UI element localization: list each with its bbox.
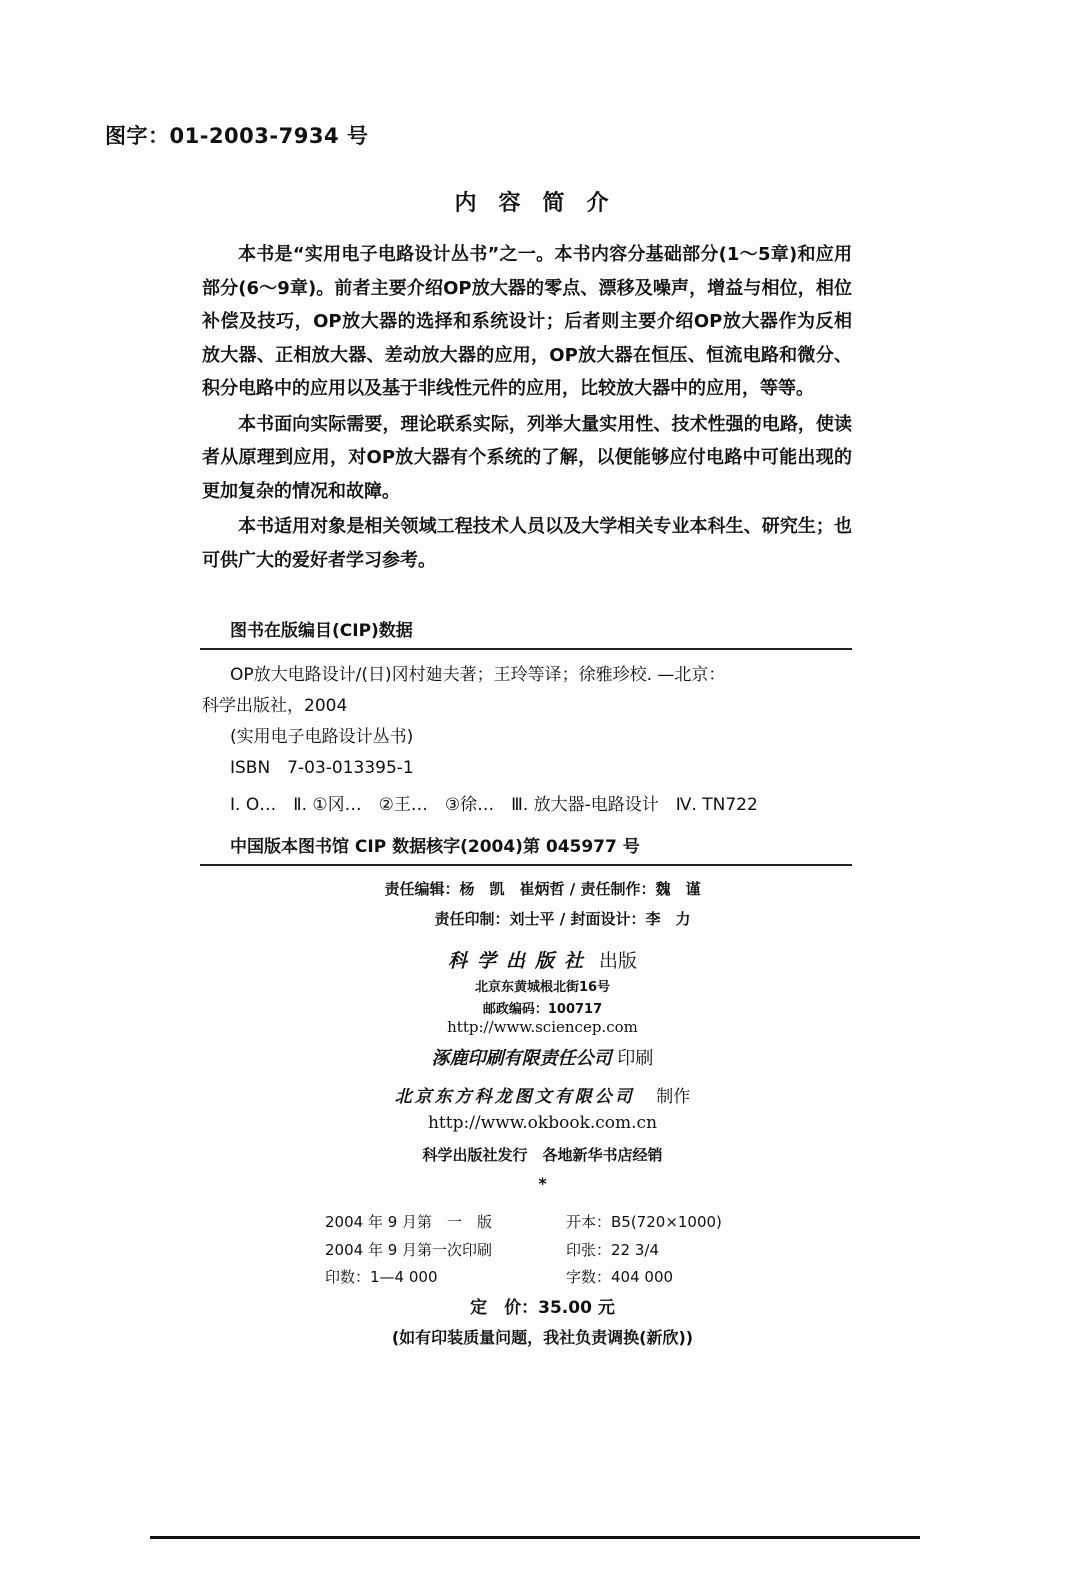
cip-title-line: OP放大电路设计/(日)冈村廸夫著；王玲等译；徐雅珍校. —北京： bbox=[230, 665, 726, 685]
spec-format: 开本：B5(720×1000) bbox=[566, 1213, 722, 1231]
cip-top-rule bbox=[200, 648, 852, 650]
spec-words: 字数：404 000 bbox=[566, 1268, 674, 1286]
producer-url: http://www.okbook.com.cn bbox=[427, 1113, 658, 1133]
bottom-edge-line bbox=[150, 1536, 920, 1539]
cip-record-number: 中国版本图书馆 CIP 数据核字(2004)第 045977 号 bbox=[230, 837, 640, 857]
producer-line bbox=[0, 1082, 1085, 1107]
editors-line: 责任编辑：杨 凯 崔炳哲 / 责任制作：魏 谨 bbox=[384, 880, 701, 898]
producer-suffix: 制作 bbox=[656, 1087, 691, 1107]
distribution-line: 科学出版社发行 各地新华书店经销 bbox=[422, 1146, 663, 1164]
publisher-line bbox=[0, 946, 1085, 973]
cip-classification: Ⅰ. O… Ⅱ. ①冈… ②王… ③徐… Ⅲ. 放大器-电路设计 Ⅳ. TN722 bbox=[230, 795, 758, 815]
publisher-postcode: 邮政编码：100717 bbox=[482, 1002, 603, 1017]
spec-printing: 2004 年 9 月第一次印刷 bbox=[325, 1241, 493, 1259]
spec-copies: 印数：1—4 000 bbox=[325, 1268, 438, 1286]
cip-block bbox=[202, 660, 852, 821]
spec-edition: 2004 年 9 月第 一 版 bbox=[325, 1213, 493, 1231]
registration-number: 图字：01-2003-7934 号 bbox=[105, 124, 369, 148]
cip-bottom-rule bbox=[200, 864, 852, 866]
summary-paragraph: 本书是“实用电子电路设计丛书”之一。本书内容分基础部分(1～5章)和应用部分(6～9章)。前者主要介绍OP放大器的零点、漂移及噪声，增益与相位，相位补偿及技巧，OP放大器的选择和系统设计；后者则主要介绍OP放大器作为反相放大器、正相放大器、差动放大器的应用，OP放大器在恒压、恒流电路和微分、积分电路中的应用以及基于非线性元件的应用，比较放大器中的应用，等等。 bbox=[202, 244, 852, 399]
publisher-url: http://www.sciencep.com bbox=[447, 1018, 638, 1036]
spec-sheets: 印张：22 3/4 bbox=[566, 1241, 659, 1259]
summary-text bbox=[202, 238, 852, 579]
printer-line bbox=[0, 1044, 1085, 1070]
separator-star: * bbox=[538, 1174, 547, 1193]
printer-name: 涿鹿印刷有限责任公司 bbox=[431, 1048, 612, 1069]
cip-isbn: ISBN 7-03-013395-1 bbox=[230, 758, 414, 778]
publisher-suffix: 出版 bbox=[599, 950, 638, 972]
page-title: 内容简介 bbox=[454, 191, 631, 216]
cip-heading: 图书在版编目(CIP)数据 bbox=[230, 621, 413, 641]
producer-name: 北京东方科龙图文有限公司 bbox=[394, 1087, 635, 1107]
cip-publisher-line: 科学出版社，2004 bbox=[202, 696, 348, 716]
publisher-address: 北京东黄城根北街16号 bbox=[474, 980, 611, 995]
printing-cover-line: 责任印制：刘士平 / 封面设计：李 力 bbox=[434, 910, 691, 928]
cip-series: (实用电子电路设计丛书) bbox=[230, 727, 414, 747]
summary-paragraph: 本书面向实际需要，理论联系实际，列举大量实用性、技术性强的电路，使读者从原理到应用，对OP放大器有个系统的了解，以便能够应付电路中可能出现的更加复杂的情况和故障。 bbox=[202, 413, 852, 502]
quality-notice: (如有印装质量问题，我社负责调换(新欣)) bbox=[391, 1328, 694, 1347]
price-line: 定 价：35.00 元 bbox=[470, 1298, 615, 1318]
summary-paragraph: 本书适用对象是相关领域工程技术人员以及大学相关专业本科生、研究生；也可供广大的爱好者学习参考。 bbox=[202, 516, 852, 571]
printer-suffix: 印刷 bbox=[617, 1048, 654, 1069]
publisher-name: 科学出版社 bbox=[447, 950, 593, 972]
